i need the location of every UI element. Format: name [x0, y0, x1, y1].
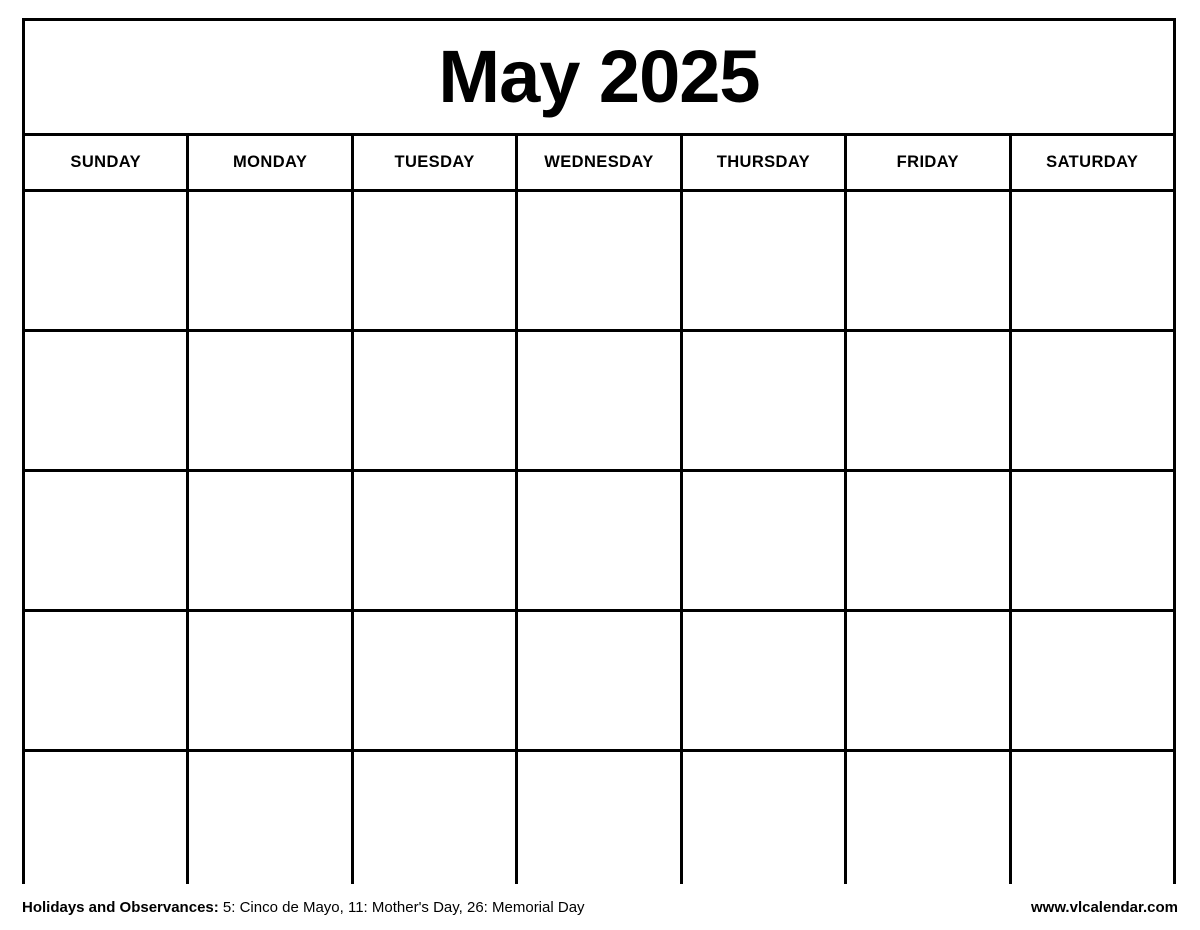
day-cell[interactable] [189, 752, 353, 884]
day-cell[interactable] [847, 752, 1011, 884]
day-cell[interactable] [847, 332, 1011, 469]
day-cell[interactable] [847, 192, 1011, 329]
calendar-grid [22, 18, 1176, 884]
weekday-header-sunday: SUNDAY [25, 136, 189, 189]
weekday-header-wednesday: WEDNESDAY [518, 136, 682, 189]
weekday-header-tuesday: TUESDAY [354, 136, 518, 189]
day-cell[interactable] [1012, 192, 1173, 329]
day-cell[interactable] [683, 752, 847, 884]
weekday-header-friday: FRIDAY [847, 136, 1011, 189]
weekday-header-thursday: THURSDAY [683, 136, 847, 189]
day-cell[interactable] [847, 612, 1011, 749]
day-cell[interactable] [1012, 472, 1173, 609]
day-cell[interactable] [25, 332, 189, 469]
footer [22, 899, 1178, 916]
day-cell[interactable] [683, 192, 847, 329]
day-cell[interactable] [683, 612, 847, 749]
holidays-observances [22, 899, 585, 916]
day-cell[interactable] [1012, 332, 1173, 469]
page-title: May 2025 [438, 35, 760, 118]
day-cell[interactable] [518, 472, 682, 609]
holidays-list: 5: Cinco de Mayo, 11: Mother's Day, 26: Memorial Day [218, 899, 585, 916]
website-credit: www.vlcalendar.com [1030, 899, 1178, 916]
day-cell[interactable] [25, 472, 189, 609]
day-cell[interactable] [518, 612, 682, 749]
weekday-header-saturday: SATURDAY [1046, 153, 1139, 171]
weekday-header-row [25, 136, 1173, 192]
holidays-label: Holidays and Observances: [22, 899, 219, 916]
day-cell[interactable] [189, 612, 353, 749]
calendar-title-row [25, 21, 1173, 136]
calendar-week-row [25, 612, 1173, 752]
day-cell[interactable] [847, 472, 1011, 609]
day-cell[interactable] [189, 472, 353, 609]
day-cell[interactable] [25, 752, 189, 884]
day-cell[interactable] [354, 192, 518, 329]
day-cell[interactable] [354, 752, 518, 884]
day-cell[interactable] [1012, 612, 1173, 749]
day-cell[interactable] [683, 332, 847, 469]
calendar-week-row [25, 472, 1173, 612]
weekday-header-monday: MONDAY [189, 136, 353, 189]
day-cell[interactable] [189, 192, 353, 329]
day-cell[interactable] [518, 192, 682, 329]
day-cell[interactable] [189, 332, 353, 469]
day-cell[interactable] [354, 472, 518, 609]
day-cell[interactable] [1012, 752, 1173, 884]
calendar-week-row [25, 192, 1173, 332]
calendar-week-row [25, 752, 1173, 884]
calendar-week-row [25, 332, 1173, 472]
day-cell[interactable] [518, 332, 682, 469]
day-cell[interactable] [25, 612, 189, 749]
day-cell[interactable] [518, 752, 682, 884]
day-cell[interactable] [25, 192, 189, 329]
day-cell[interactable] [354, 612, 518, 749]
day-cell[interactable] [354, 332, 518, 469]
day-cell[interactable] [683, 472, 847, 609]
